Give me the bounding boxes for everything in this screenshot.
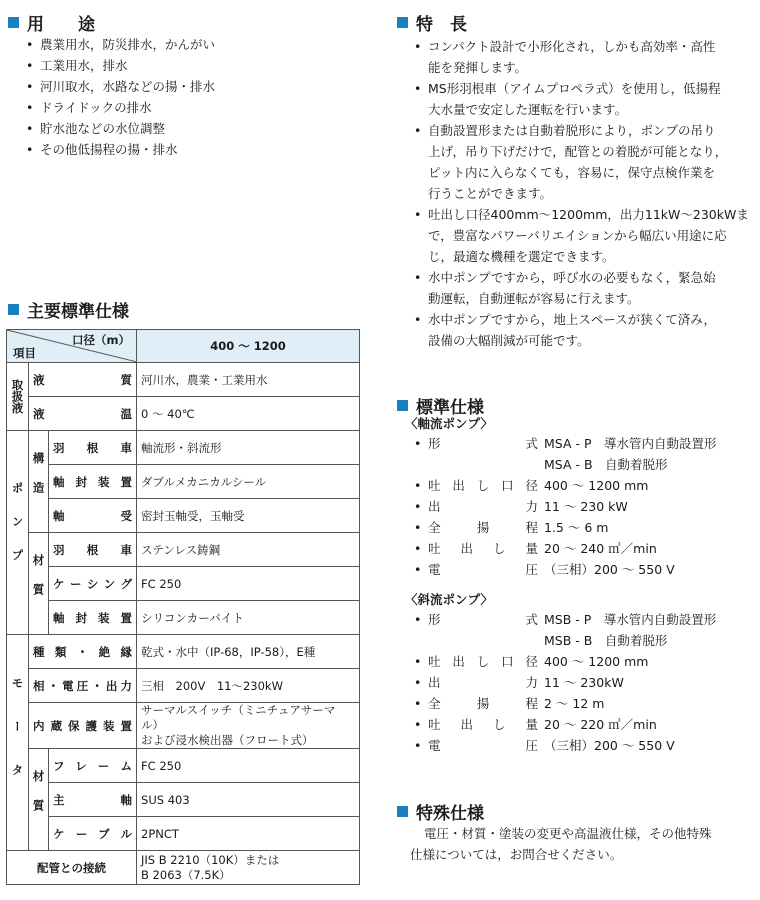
uses-list — [22, 34, 352, 160]
square-bullet-icon — [8, 17, 19, 28]
header-diagonal-cell — [7, 330, 137, 363]
table-row — [7, 635, 360, 669]
uses-heading — [8, 10, 95, 35]
row-value: 密封玉軸受，玉軸受 — [137, 499, 360, 533]
list-item: • コンパクト設計で小形化され，しかも高効率・高性 能を発揮します。 — [410, 36, 755, 78]
table-row — [7, 601, 360, 635]
spec-label: • 吐 出 し 口 径 — [428, 654, 538, 669]
table-row — [7, 749, 360, 783]
special-spec-title: 特殊仕様 — [416, 804, 484, 824]
special-spec-heading — [397, 799, 484, 824]
row-value: FC 250 — [137, 567, 360, 601]
table-row — [7, 499, 360, 533]
table-row — [7, 567, 360, 601]
main-spec-heading — [8, 297, 129, 322]
group-pump: ポンプ — [7, 431, 29, 635]
list-item: • 貯水池などの水位調整 — [22, 118, 352, 139]
spec-label: • 出 力 — [428, 499, 538, 514]
row-label: 液質 — [29, 363, 137, 397]
header-caliber: 口径（m） — [72, 333, 131, 347]
list-item: • 農業用水，防災排水，かんがい — [22, 34, 352, 55]
list-item: • 工業用水，排水 — [22, 55, 352, 76]
row-label: ケーシング — [49, 567, 137, 601]
spec-label: • 全 揚 程 — [428, 520, 538, 535]
std-spec-title: 標準仕様 — [416, 398, 484, 418]
table-row — [7, 783, 360, 817]
table-row — [7, 851, 360, 885]
spec-row: • 形 式 MSB - P 導水管内自動設置形 — [410, 609, 755, 630]
features-title: 特 長 — [416, 15, 467, 35]
list-item: • 自動設置形または自動着脱形により，ポンプの吊り 上げ，吊り下げだけで，配管との着脱が可能となり， ピット内に入らなくても，容易に，保守点検作業を 行うことができます。 — [410, 120, 755, 204]
row-label: 液温 — [29, 397, 137, 431]
square-bullet-icon — [397, 17, 408, 28]
row-label: 軸受 — [49, 499, 137, 533]
spec-row: • 形 式 MSA - P 導水管内自動設置形 — [410, 433, 755, 454]
spec-row: • 出 力 11 ～ 230kW — [410, 672, 755, 693]
row-value: シリコンカーバイト — [137, 601, 360, 635]
spec-row: MSB - B 自動着脱形 — [544, 633, 668, 648]
row-value: ステンレス鋳鋼 — [137, 533, 360, 567]
row-value: JIS B 2210（10K）または B 2063（7.5K） — [137, 851, 360, 885]
spec-row: • 吐 出 し 量 20 ～ 240 ㎥／min — [410, 538, 755, 559]
mixed-spec-list — [410, 609, 755, 756]
row-label: 主軸 — [49, 783, 137, 817]
group-liquid: 取扱液 — [7, 363, 29, 431]
header-value: 400 ～ 1200 — [137, 330, 360, 363]
features-list — [410, 36, 755, 351]
table-row — [7, 431, 360, 465]
table-row — [7, 669, 360, 703]
list-item: • 吐出し口径400mm～1200mm，出力11kW～230kWま で，豊富なパワーバリエイションから幅広い用途に応 じ，最適な機種を選定できます。 — [410, 204, 755, 267]
spec-label: • 吐 出 し 量 — [428, 717, 538, 732]
row-value: 三相 200V 11～230kW — [137, 669, 360, 703]
row-label: 種類・絶縁 — [29, 635, 137, 669]
row-label: 軸封装置 — [49, 601, 137, 635]
special-spec-text: 電圧・材質・塗装の変更や高温液仕様，その他特殊 仕様については，お問合せください。 — [410, 826, 712, 862]
spec-row: • 吐 出 し 口 径 400 ～ 1200 mm — [410, 475, 755, 496]
row-label: フレーム — [49, 749, 137, 783]
table-row — [7, 465, 360, 499]
row-value: 2PNCT — [137, 817, 360, 851]
row-value: SUS 403 — [137, 783, 360, 817]
list-item: • 水中ポンプですから，呼び水の必要もなく，緊急始 動運転，自動運転が容易に行えます。 — [410, 267, 755, 309]
spec-row: • 電 圧 （三相）200 ～ 550 V — [410, 735, 755, 756]
row-value: FC 250 — [137, 749, 360, 783]
table-row — [7, 397, 360, 431]
table-header-row — [7, 330, 360, 363]
subgroup-structure: 構造 — [29, 431, 49, 533]
header-item: 項目 — [13, 346, 36, 360]
spec-label: • 形 式 — [428, 436, 538, 451]
spec-row: • 全 揚 程 1.5 ～ 6 m — [410, 517, 755, 538]
row-value: 0 ～ 40℃ — [137, 397, 360, 431]
row-label: 羽根車 — [49, 431, 137, 465]
axial-spec-list — [410, 433, 755, 580]
row-value: 河川水，農業・工業用水 — [137, 363, 360, 397]
row-label: 内蔵保護装置 — [29, 703, 137, 749]
spec-row: • 出 力 11 ～ 230 kW — [410, 496, 755, 517]
table-row — [7, 533, 360, 567]
spec-label: • 全 揚 程 — [428, 696, 538, 711]
square-bullet-icon — [8, 304, 19, 315]
table-row — [7, 817, 360, 851]
table-row — [7, 363, 360, 397]
list-item: • その他低揚程の揚・排水 — [22, 139, 352, 160]
spec-row: • 吐 出 し 口 径 400 ～ 1200 mm — [410, 651, 755, 672]
spec-row: MSA - B 自動着脱形 — [544, 457, 668, 472]
main-spec-title: 主要標準仕様 — [27, 302, 129, 322]
subgroup-material-motor: 材質 — [29, 749, 49, 851]
spec-label: • 電 圧 — [428, 562, 538, 577]
list-item: • 河川取水，水路などの揚・排水 — [22, 76, 352, 97]
row-label: 相・電圧・出力 — [29, 669, 137, 703]
axial-pump-title: 〈軸流ポンプ〉 — [405, 416, 493, 431]
spec-label: • 形 式 — [428, 612, 538, 627]
list-item: • MS形羽根車（アイムプロペラ式）を使用し，低揚程 大水量で安定した運転を行います。 — [410, 78, 755, 120]
uses-title: 用 途 — [27, 15, 95, 35]
spec-label: • 電 圧 — [428, 738, 538, 753]
spec-label: • 吐 出 し 口 径 — [428, 478, 538, 493]
spec-row: • 全 揚 程 2 ～ 12 m — [410, 693, 755, 714]
features-heading — [397, 10, 467, 35]
spec-row: • 吐 出 し 量 20 ～ 220 ㎥／min — [410, 714, 755, 735]
spec-label: • 出 力 — [428, 675, 538, 690]
row-label: 軸封装置 — [49, 465, 137, 499]
main-spec-table — [6, 329, 360, 885]
group-motor: モータ — [7, 635, 29, 851]
row-label: ケーブル — [49, 817, 137, 851]
table-row — [7, 703, 360, 749]
row-value: サーマルスイッチ（ミニチュアサーマル） および浸水検出器（フロート式） — [137, 703, 360, 749]
row-value: ダブルメカニカルシール — [137, 465, 360, 499]
row-value: 軸流形・斜流形 — [137, 431, 360, 465]
square-bullet-icon — [397, 806, 408, 817]
row-label: 羽根車 — [49, 533, 137, 567]
row-label: 配管との接続 — [7, 851, 137, 885]
list-item: • ドライドックの排水 — [22, 97, 352, 118]
spec-label: • 吐 出 し 量 — [428, 541, 538, 556]
subgroup-material: 材質 — [29, 533, 49, 635]
list-item: • 水中ポンプですから，地上スペースが狭くて済み， 設備の大幅削減が可能です。 — [410, 309, 755, 351]
spec-row: • 電 圧 （三相）200 ～ 550 V — [410, 559, 755, 580]
row-value: 乾式・水中（IP-68，IP-58），E種 — [137, 635, 360, 669]
square-bullet-icon — [397, 400, 408, 411]
mixed-pump-title: 〈斜流ポンプ〉 — [405, 592, 493, 607]
